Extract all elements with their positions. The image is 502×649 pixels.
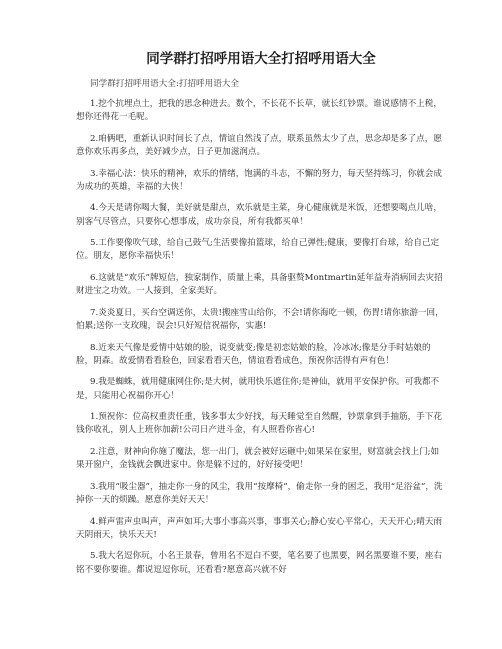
paragraph: 8.近来天气像是爱情中姑娘的脸，说变就变;像是初恋姑娘的脸，冷冰冰;像是分手时姑娘的脸，阴森。故爱情看看脸色，回家看看天色，情谊看看成色，预祝你活得有声有色！ <box>76 342 431 366</box>
paragraph: 3.我用“吸尘器”，抽走你一身的风尘，我用“按摩椅”，偷走你一身的困乏，我用“足浴盆”，洗掉你一天的烦躁。愿意你美好天天！ <box>76 481 443 505</box>
paragraph: 4.鲜声雷声虫叫声，声声如耳;大事小事高兴事，事事关心;静心安心平常心，天天开心;晴天雨天阴雨天，快乐天天! <box>76 516 443 540</box>
paragraph: 5.我大名逗你玩，小名王景春，曾用名不逗白不要，笔名要了也黑要，网名黑要谁不要，座右铭不要你要谁。都说逗逗你玩，还看看?愿意高兴就不好 <box>76 551 442 575</box>
paragraph: 2.注意，财神向你施了魔法，您一出门，就会被好运砸中;如果呆在家里，财富就会找上门;如果开窗户，金钱就会飘进家中。你是躲不过的，好好接受吧！ <box>76 446 440 471</box>
document-body <box>76 98 446 577</box>
paragraph: 3.幸福心法：快乐的精神，欢乐的情绪，饱满的斗志，不懈的努力，每天坚持练习，你就会成为成功的英雄，幸福的大侠！ <box>76 168 442 192</box>
paragraph: 1.挖个抗埋点土，把我的思念种进去。数个，不长花不长草，就长红钞票。谁说感情不上税，想你还得花一毛呢。 <box>76 99 442 123</box>
paragraph: 7.炎炎夏日，买台空调送你，太贵!搬座雪山给你，不会!请你海吃一顿，伤胃!请你旅游一回，怕累;送你一支玫瑰，误会!只好短信祝福你，实惠! <box>76 307 444 331</box>
paragraph: 5.工作要像吹气球，给自己鼓气;生活要像拍篮球，给自己弹性;健康，要像打台球，给自己定位。朋友，愿你幸福快乐！ <box>76 238 440 262</box>
paragraph: 1.预祝你：位高权重责任重，钱多事太少好找，每天睡觉至自然醒，钞票拿到手抽筋，手下花钱你收礼，别人上班你加薪!公司日产进斗金，有人照看你省心! <box>76 412 442 436</box>
document-subtitle: 同学群打招呼用语大全:打招呼用语大全 <box>90 79 239 89</box>
paragraph: 9.我是蜘蛛，就用健康网住你;是大树，就用快乐遮住你;是神仙，就用平安保护你。可我都不是，只能用心祝福你开心！ <box>76 377 440 401</box>
paragraph: 2.咱俩吧，重新认识时间长了点，情谊自然浅了点，联系虽然太少了点，思念却是多了点，愿意你欢乐再多点，美好减少点，日子更加滋润点。 <box>76 133 442 157</box>
paragraph: 4.今天是请你喝大餐，美好就是甜点，欢乐就是主菜，身心健康就是米饭，还想要喝点儿啥，别客气尽管点，只要你心想事成，成功奈良，所有我都买单！ <box>76 203 442 227</box>
paragraph: 6.这就是“欢乐”牌短信，独家制作，质量上乘，具备驱赘Montmartin延年益寿消病回去灾招财进宝之功效。一人接到，全家美好。 <box>76 272 443 297</box>
document-title: 同学群打招呼用语大全打招呼用语大全 <box>146 51 376 67</box>
